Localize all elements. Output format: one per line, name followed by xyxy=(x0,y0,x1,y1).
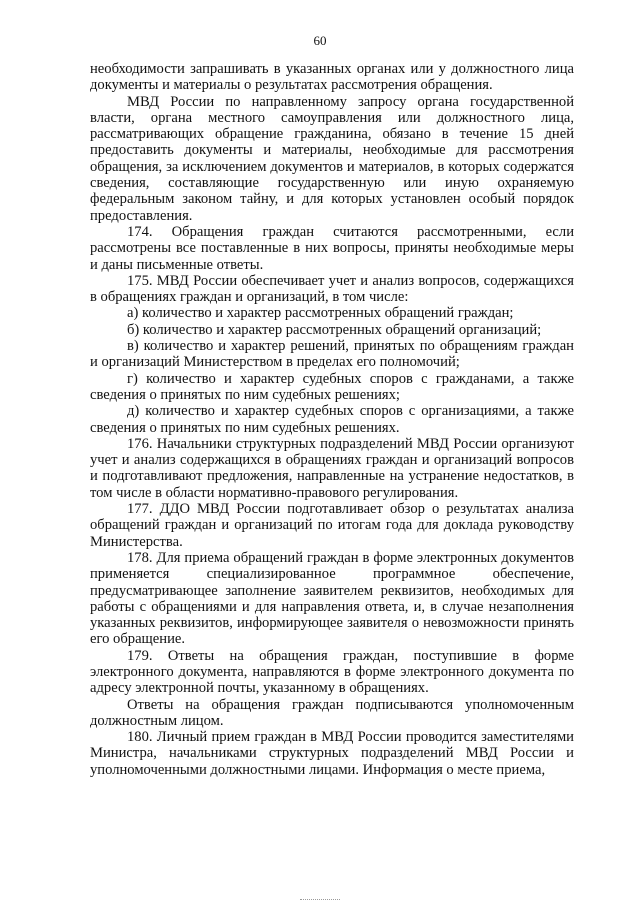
paragraph-178: 178. Для приема обращений граждан в форме электронных документов применяется специализированное программное обеспечение, предусматривающее заполнение заявителем реквизитов, необходимых для работы с обращениями и для направления ответа, и, в случае незаполнения указанных реквизитов, информирующее заявителя о невозможности принять его обращение. xyxy=(90,549,574,648)
page-number: 60 xyxy=(313,33,327,48)
paragraph-176: 176. Начальники структурных подразделений МВД России организуют учет и анализ содержащихся в обращениях граждан и организаций вопросов и подготавливают предложения, направленные на устранение недостатков, в том числе в области нормативно-правового регулирования. xyxy=(90,435,574,501)
bottom-scan-mark xyxy=(300,899,340,901)
list-item-g: г) количество и характер судебных споров с гражданами, а также сведения о принятых по ним судебных решениях; xyxy=(90,370,574,403)
paragraph-177: 177. ДДО МВД России подготавливает обзор о результатах анализа обращений граждан и организаций по итогам года для доклада руководству Министерства. xyxy=(90,501,574,550)
list-item-d: д) количество и характер судебных споров с организациями, а также сведения о принятых по ним судебных решениях. xyxy=(90,403,574,436)
paragraph-179: 179. Ответы на обращения граждан, поступившие в форме электронного документа, направляются в форме электронного документа по адресу электронной почты, указанному в обращениях. xyxy=(90,647,574,697)
paragraph-mvd-request: МВД России по направленному запросу органа государственной власти, органа местного самоуправления или должностного лица, рассматривающих обращение гражданина, обязано в течение 15 дней предоставить документы и материалы, необходимые для рассмотрения обращения, за исключением документов и материалов, в которых содержатся сведения, составляющие государственную или иную охраняемую федеральным законом тайну, и для которых установлен особый порядок предоставления. xyxy=(90,93,574,224)
document-body xyxy=(90,61,574,778)
list-item-b: б) количество и характер рассмотренных обращений организаций; xyxy=(127,321,542,338)
paragraph-174: 174. Обращения граждан считаются рассмотренными, если рассмотрены все поставленные в них вопросы, приняты необходимые меры и даны письменные ответы. xyxy=(90,223,574,273)
list-item-v: в) количество и характер решений, принятых по обращениям граждан и организаций Министерством в пределах его полномочий; xyxy=(90,338,574,371)
paragraph-continuation: необходимости запрашивать в указанных органах или у должностного лица документы и материалы о результатах рассмотрения обращения. xyxy=(90,61,574,94)
paragraph-180: 180. Личный прием граждан в МВД России проводится заместителями Министра, начальниками структурных подразделений МВД России и уполномоченными должностными лицами. Информация о месте приема, xyxy=(90,729,574,778)
list-item-a: а) количество и характер рассмотренных обращений граждан; xyxy=(127,305,514,322)
paragraph-179-signature: Ответы на обращения граждан подписываются уполномоченным должностным лицом. xyxy=(90,696,574,729)
paragraph-175: 175. МВД России обеспечивает учет и анализ вопросов, содержащихся в обращениях граждан и организаций, в том числе: xyxy=(90,272,574,306)
